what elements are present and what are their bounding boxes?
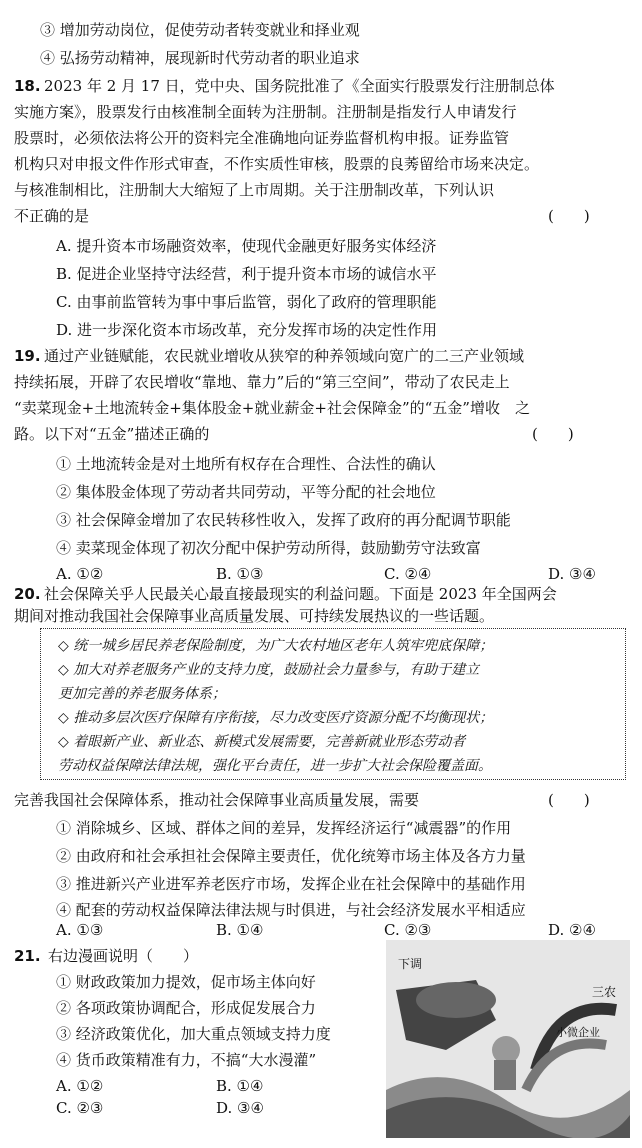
- q21-stem: 右边漫画说明（ ）: [48, 947, 199, 965]
- q20-option-c: C. ②③: [384, 921, 432, 939]
- q18-option-d: D. 进一步深化资本市场改革，充分发挥市场的决定性作用: [56, 321, 438, 339]
- q19-option-b: B. ①③: [216, 565, 264, 583]
- q20-material-line4: ◇ 推动多层次医疗保障有序衔接，尽力改变医疗资源分配不均衡现状；: [58, 710, 494, 726]
- question-20-number: 20.: [14, 585, 41, 603]
- q20-stem-line3: 完善我国社会保障体系，推动社会保障事业高质量发展，需要: [14, 791, 420, 809]
- q20-option-b: B. ①④: [216, 921, 264, 939]
- q21-option-c: C. ②③: [56, 1099, 104, 1117]
- prev-option-4: ④ 弘扬劳动精神，展现新时代劳动者的职业追求: [40, 49, 360, 67]
- q18-answer-bracket: ( ): [548, 207, 590, 225]
- question-21-number: 21.: [14, 947, 41, 965]
- q21-option-d: D. ③④: [216, 1099, 264, 1117]
- q20-material-line6: 劳动权益保障法律法规，强化平台责任，进一步扩大社会保险覆盖面。: [58, 758, 492, 774]
- q19-stem-line2: 持续拓展，开辟了农民增收“靠地、靠力”后的“第三空间”，带动了农民走上: [14, 373, 510, 391]
- q18-stem-line6: 不正确的是: [14, 207, 90, 225]
- q21-option-a: A. ①②: [56, 1077, 104, 1095]
- q19-answer-bracket: ( ): [532, 425, 574, 443]
- q19-stem-line3: “卖菜现金+土地流转金+集体股金+就业薪金+社会保障金”的“五金”增收 之: [14, 399, 530, 417]
- q20-statement-2: ② 由政府和社会承担社会保障主要责任，优化统筹市场主体及各方力量: [56, 847, 526, 865]
- q20-statement-4: ④ 配套的劳动权益保障法律法规与时俱进，与社会经济发展水平相适应: [56, 901, 526, 919]
- question-18-number: 18.: [14, 77, 41, 95]
- q20-stem-line1: 社会保障关乎人民最关心最直接最现实的利益问题。下面是 2023 年全国两会: [44, 585, 557, 603]
- q19-option-a: A. ①②: [56, 565, 104, 583]
- q18-stem-line5: 与核准制相比，注册制大大缩短了上市周期。关于注册制改革，下列认识: [14, 181, 495, 199]
- q19-statement-2: ② 集体股金体现了劳动者共同劳动，平等分配的社会地位: [56, 483, 436, 501]
- q20-material-line3: 更加完善的养老服务体系；: [58, 686, 226, 702]
- q18-stem-line3: 股票时，必须依法将公开的资料完全准确地向证券监督机构申报。证券监管: [14, 129, 510, 147]
- cartoon-label-2: 三农: [592, 985, 617, 999]
- q21-statement-4: ④ 货币政策精准有力，不搞“大水漫灌”: [56, 1051, 317, 1069]
- q19-stem-line4: 路。以下对“五金”描述正确的: [14, 425, 210, 443]
- q19-statement-4: ④ 卖菜现金体现了初次分配中保护劳动所得，鼓励勤劳守法致富: [56, 539, 481, 557]
- q18-stem-line4: 机构只对申报文件作形式审查，不作实质性审核，股票的良莠留给市场来决定。: [14, 155, 540, 173]
- q21-statement-2: ② 各项政策协调配合，形成促发展合力: [56, 999, 316, 1017]
- q20-stem-line2: 期间对推动我国社会保障事业高质量发展、可持续发展热议的一些话题。: [14, 607, 495, 625]
- q20-material-line5: ◇ 着眼新产业、新业态、新模式发展需要，完善新就业形态劳动者: [58, 734, 466, 750]
- cartoon-label-1: 下调: [398, 957, 423, 971]
- q18-option-c: C. 由事前监管转为事中事后监管，弱化了政府的管理职能: [56, 293, 437, 311]
- q21-statement-3: ③ 经济政策优化，加大重点领域支持力度: [56, 1025, 331, 1043]
- cartoon-illustration: [386, 940, 630, 1138]
- q18-stem-line2: 实施方案》，股票发行由核准制全面转为注册制。注册制是指发行人申请发行: [14, 103, 517, 121]
- q20-material-line2: ◇ 加大对养老服务产业的支持力度，鼓励社会力量参与，有助于建立: [58, 662, 480, 678]
- q20-statement-1: ① 消除城乡、区域、群体之间的差异，发挥经济运行“减震器”的作用: [56, 819, 512, 837]
- q20-material-line1: ◇ 统一城乡居民养老保险制度，为广大农村地区老年人筑牢兜底保障；: [58, 638, 494, 654]
- q20-answer-bracket: ( ): [548, 791, 590, 809]
- q21-cartoon-image: [386, 940, 630, 1138]
- q18-option-b: B. 促进企业坚持守法经营，利于提升资本市场的诚信水平: [56, 265, 437, 283]
- q21-option-b: B. ①④: [216, 1077, 264, 1095]
- question-19-number: 19.: [14, 347, 41, 365]
- q19-statement-3: ③ 社会保障金增加了农民转移性收入，发挥了政府的再分配调节职能: [56, 511, 511, 529]
- cartoon-label-3: 小微企业: [556, 1026, 600, 1039]
- prev-option-3: ③ 增加劳动岗位，促使劳动者转变就业和择业观: [40, 21, 360, 39]
- q19-stem-line1: 通过产业链赋能，农民就业增收从狭窄的种养领域向宽广的二三产业领域: [44, 347, 525, 365]
- q19-option-c: C. ②④: [384, 565, 432, 583]
- q19-statement-1: ① 土地流转金是对土地所有权存在合理性、合法性的确认: [56, 455, 436, 473]
- q18-option-a: A. 提升资本市场融资效率，使现代金融更好服务实体经济: [56, 237, 437, 255]
- q21-statement-1: ① 财政政策加力提效，促市场主体向好: [56, 973, 316, 991]
- q19-option-d: D. ③④: [548, 565, 596, 583]
- q20-option-d: D. ②④: [548, 921, 596, 939]
- q20-statement-3: ③ 推进新兴产业进军养老医疗市场，发挥企业在社会保障中的基础作用: [56, 875, 526, 893]
- q18-stem-line1: 2023 年 2 月 17 日，党中央、国务院批准了《全面实行股票发行注册制总体: [44, 77, 555, 95]
- q20-option-a: A. ①③: [56, 921, 104, 939]
